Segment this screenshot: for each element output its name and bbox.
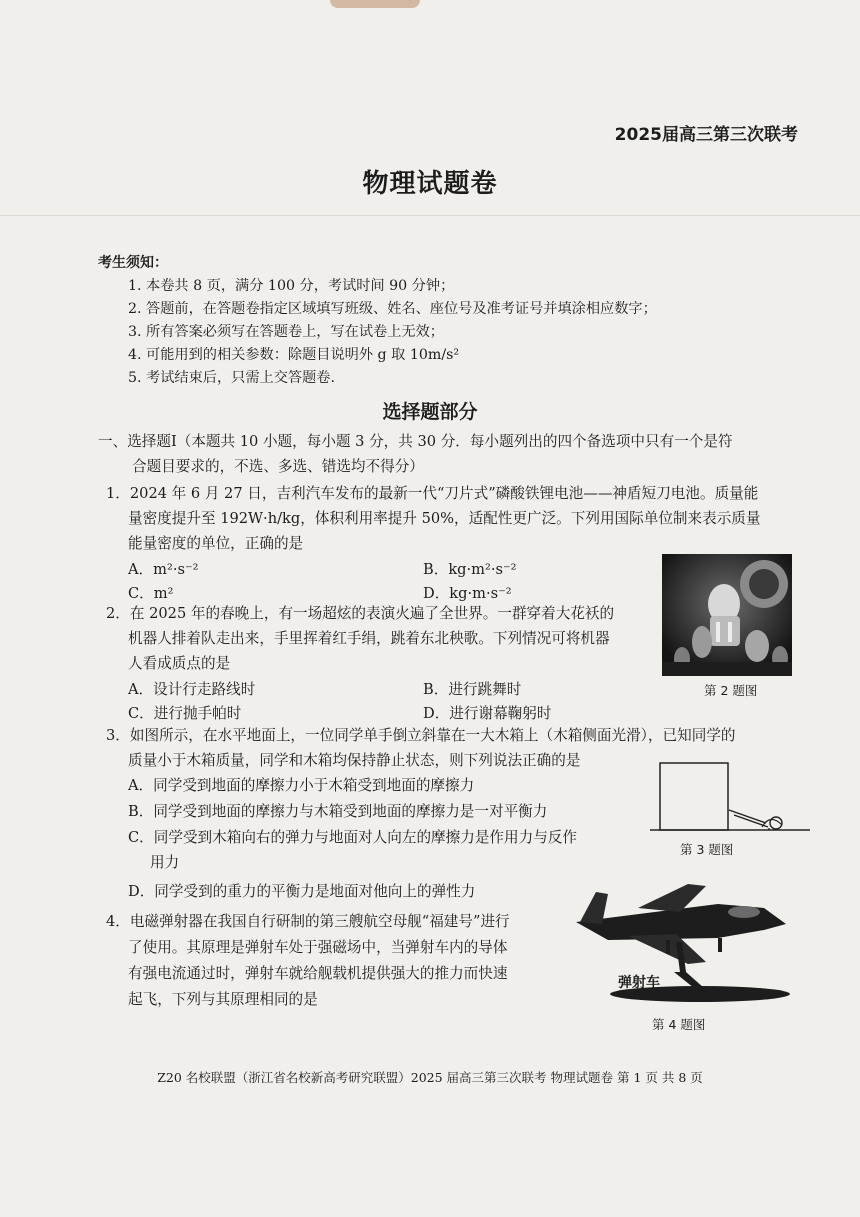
q4-line: 4．电磁弹射器在我国自行研制的第三艘航空母舰“福建号”进行: [106, 913, 510, 930]
notice-item: 3. 所有答案必须写在答题卷上，写在试卷上无效；: [128, 324, 444, 340]
part-heading-cont: 合题目要求的，不选、多选、错选均不得分）: [132, 458, 424, 475]
q4-jet-figure: [568, 878, 798, 1006]
q4-line: 有强电流通过时，弹射车就给舰载机提供强大的推力而快速: [128, 965, 508, 982]
q2-robot-photo: [662, 554, 792, 676]
q1-option-a: A．m²·s⁻²: [128, 561, 199, 578]
q1-option-b: B．kg·m²·s⁻²: [423, 561, 517, 578]
q3-line: 质量小于木箱质量，同学和木箱均保持静止状态，则下列说法正确的是: [128, 752, 581, 769]
q4-line: 起飞，下列与其原理相同的是: [128, 991, 318, 1008]
q1-option-c: C．m²: [128, 585, 174, 602]
scan-smudge: [330, 0, 420, 8]
q2-line: 人看成质点的是: [128, 655, 231, 672]
exam-name: 2025届高三第三次联考: [614, 125, 798, 145]
q3-option-a: A．同学受到地面的摩擦力小于木箱受到地面的摩擦力: [128, 777, 475, 794]
q2-option-d: D．进行谢幕鞠躬时: [423, 705, 552, 722]
q3-box-figure: [650, 755, 810, 835]
q3-caption: 第 3 题图: [680, 842, 734, 857]
q4-catapult-label: 弹射车: [618, 975, 660, 991]
q4-caption: 第 4 题图: [652, 1017, 706, 1032]
q3-line: 3．如图所示，在水平地面上，一位同学单手倒立斜靠在一大木箱上（木箱侧面光滑），已知同学的: [106, 727, 736, 744]
q2-option-a: A．设计行走路线时: [128, 681, 256, 698]
q4-line: 了使用。其原理是弹射车处于强磁场中，当弹射车内的导体: [128, 939, 508, 956]
scan-fold-line: [0, 215, 860, 216]
notice-item: 1. 本卷共 8 页，满分 100 分，考试时间 90 分钟；: [128, 278, 455, 294]
q3-option-c: C．同学受到木箱向右的弹力与地面对人向左的摩擦力是作用力与反作: [128, 829, 577, 846]
section-title: 选择题部分: [382, 401, 478, 423]
q1-line: 能量密度的单位，正确的是: [128, 535, 304, 552]
q3-option-c-cont: 用力: [150, 854, 180, 871]
notice-item: 5. 考试结束后，只需上交答题卷.: [128, 370, 335, 386]
q2-option-b: B．进行跳舞时: [423, 681, 522, 698]
q3-option-b: B．同学受到地面的摩擦力与木箱受到地面的摩擦力是一对平衡力: [128, 803, 548, 820]
q1-line: 量密度提升至 192W·h/kg，体积利用率提升 50%，适配性更广泛。下列用国际单位制来表示质量: [128, 510, 761, 527]
q2-line: 机器人排着队走出来，手里挥着红手绢，跳着东北秧歌。下列情况可将机器: [128, 630, 610, 647]
q1-line: 1．2024 年 6 月 27 日，吉利汽车发布的最新一代“刀片式”磷酸铁锂电池——神盾短刀电池。质量能: [106, 485, 759, 502]
part-heading: 一、选择题Ⅰ（本题共 10 小题，每小题 3 分，共 30 分．每小题列出的四个备选项中只有一个是符: [98, 433, 733, 450]
paper-title: 物理试题卷: [362, 169, 498, 199]
q2-line: 2．在 2025 年的春晚上，有一场超炫的表演火遍了全世界。一群穿着大花袄的: [106, 605, 615, 622]
page-footer: Z20 名校联盟（浙江省名校新高考研究联盟）2025 届高三第三次联考 物理试题卷 第 1 页 共 8 页: [157, 1070, 703, 1085]
q2-option-c: C．进行抛手帕时: [128, 705, 242, 722]
q3-option-d: D．同学受到的重力的平衡力是地面对他向上的弹性力: [128, 883, 476, 900]
notice-item: 2. 答题前，在答题卷指定区域填写班级、姓名、座位号及准考证号并填涂相应数字；: [128, 301, 657, 317]
notice-item: 4. 可能用到的相关参数：除题目说明外 g 取 10m/s²: [128, 347, 460, 363]
q2-caption: 第 2 题图: [704, 683, 758, 698]
notice-title: 考生须知：: [98, 255, 168, 271]
q1-option-d: D．kg·m·s⁻²: [423, 585, 512, 602]
